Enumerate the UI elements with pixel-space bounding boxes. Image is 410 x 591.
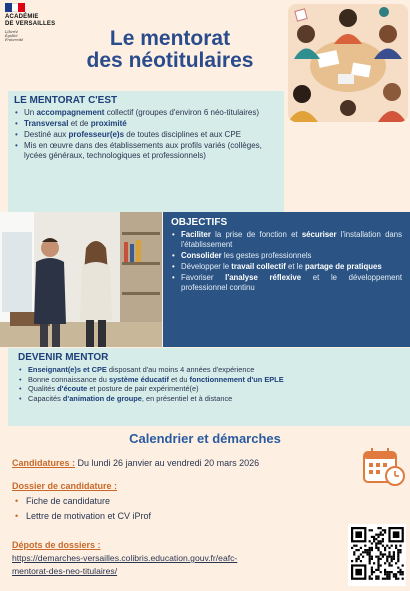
depots-section [12, 540, 237, 578]
mentor-conversation-photo [0, 212, 162, 347]
page-title [50, 28, 290, 72]
devenir-title: DEVENIR MENTOR [18, 352, 109, 363]
list-item: • Lettre de motivation et CV iProf [12, 509, 151, 524]
objectifs-title: OBJECTIFS [171, 217, 228, 228]
objectifs-list [171, 230, 402, 293]
list-item: • Développer le travail collectif et le partage de pratiques [171, 262, 402, 272]
calendrier-title: Calendrier et démarches [129, 431, 281, 446]
list-item: • Transversal et de proximité [14, 119, 278, 129]
logo-line-2: DE VERSAILLES [5, 21, 56, 27]
dossier-label: Dossier de candidature : [12, 481, 118, 491]
list-item: • Faciliter la prise de fonction et sécuriser l'installation dans l'établissement [171, 230, 402, 250]
mentorat-list [14, 108, 278, 161]
french-flag-icon [5, 3, 25, 12]
candidatures-label: Candidatures : [12, 458, 76, 468]
list-item: • Enseignant(e)s et CPE disposant d'au moins 4 années d'expérience [18, 365, 400, 375]
group-illustration [288, 4, 408, 122]
candidatures-line [12, 458, 259, 468]
devenir-mentor-box [8, 348, 410, 426]
mentorat-title: LE MENTORAT C'EST [14, 95, 118, 106]
title-line-1: Le mentorat [109, 27, 231, 50]
list-item: • Capacités d'animation de groupe, en présentiel et à distance [18, 394, 400, 404]
logo-line-1: ACADÉMIE [5, 14, 39, 20]
candidatures-dates: Du lundi 26 janvier au vendredi 20 mars 2026 [77, 458, 260, 468]
objectifs-box [163, 212, 410, 347]
list-item: • Qualités d'écoute et posture de pair expérimenté(e) [18, 384, 400, 394]
list-item: • Destiné aux professeur(e)s de toutes disciplines et aux CPE [14, 130, 278, 140]
list-item: • Bonne connaissance du système éducatif et du fonctionnement d'un EPLE [18, 375, 400, 385]
list-item: • Fiche de candidature [12, 494, 151, 509]
depots-link[interactable]: https://demarches-versailles.colibris.education.gouv.fr/eafc- mentorat-des-neo-titulaires/ [12, 553, 238, 576]
dossier-list [12, 494, 151, 524]
devenir-list [18, 365, 400, 403]
depots-label: Dépots de dossiers : [12, 540, 101, 550]
dossier-section [12, 481, 151, 524]
motto: Liberté Égalité Fraternité [5, 30, 24, 42]
list-item: • Un accompagnement collectif (groupes d'environ 6 néo-titulaires) [14, 108, 278, 118]
calendar-clock-icon [362, 446, 406, 490]
qr-code[interactable] [348, 524, 406, 586]
mentorat-box [8, 91, 284, 212]
list-item: • Mis en œuvre dans des établissements aux profils variés (collèges, lycées généraux, technologiques et professionnels) [14, 141, 278, 161]
list-item: • Favoriser l'analyse réflexive et le développement professionnel continu [171, 273, 402, 293]
list-item: • Consolider les gestes professionnels [171, 251, 402, 261]
title-line-2: des néotitulaires [86, 49, 254, 72]
